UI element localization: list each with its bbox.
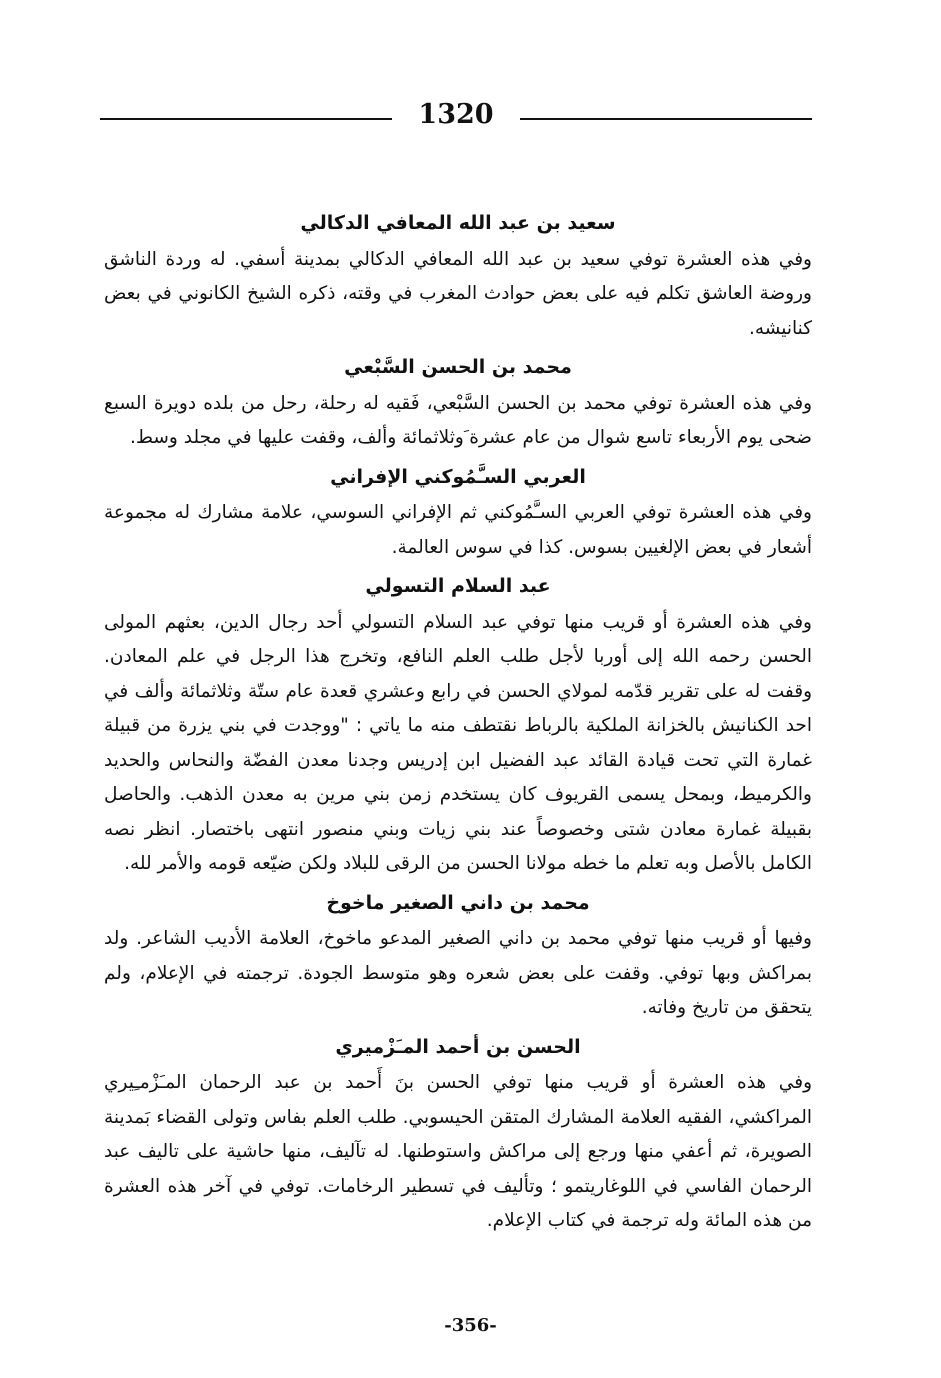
entry-title: الحسن بن أحمد المـَزْميري — [335, 1035, 581, 1058]
header-rule-left — [100, 118, 392, 120]
entry — [104, 460, 812, 566]
entry-body: وفي هذه العشرة أو قريب منها توفي الحسن بنَ أَحمد بن عبد الرحمان المـَزْمـِيري المراكشي، الفقيه العلامة المشارك المتقن الحيسوبي. طلب العلم بفاس وتولى القضاء بَمدينة الصويرة، ثم أعفي منها ورجع إلى مراكش واستوطنها. له تآليف، منها حاشية على تاليف عبد الرحمان الفاسي في اللوغاريتمو ؛ وتأليف في تسطير الرخامات. توفي في آخر هذه العشرة من هذه المائة وله ترجمة في كتاب الإعلام. — [104, 1072, 812, 1231]
entry-title: عبد السلام التسولي — [365, 575, 551, 597]
entry-title: سعيد بن عبد الله المعافي الدكالي — [300, 212, 616, 234]
page-content — [104, 202, 812, 1241]
entry — [104, 350, 812, 456]
entry — [104, 569, 812, 882]
entry-body: وفي هذه العشرة توفي سعيد بن عبد الله المعافي الدكالي بمدينة أسفي. له وردة الناشق وروضة العاشق تكلم فيه على بعض حوادث المغرب في وقته، ذكره الشيخ الكانوني في بعض كنانيشه. — [104, 248, 812, 339]
entry-title: محمد بن داني الصغير ماخوخ — [326, 891, 590, 914]
entry — [104, 1030, 812, 1239]
entry-body: وفي هذه العشرة توفي العربي السـَّمُوكني ثم الإفراني السوسي، علامة مشارك له مجموعة أشعار في بعض الإلغيين بسوس. كذا في سوس العالمة. — [104, 502, 812, 558]
entry-body: وفي هذه العشرة توفي محمد بن الحسن السَّبْعي، فَقيه له رحلة، رحل من بلده دويرة السبع ضحى يوم الأربعاء تاسع شوال من عام عشرة َوثلاثمائة وألف، وقفت عليها في مجلد وسط. — [104, 392, 812, 448]
header-year: 1320 — [418, 98, 494, 130]
entry — [104, 886, 812, 1026]
page-header — [100, 92, 812, 136]
entry-title: العربي السـَّمُوكني الإفراني — [330, 465, 586, 488]
entry-body: وفي هذه العشرة أو قريب منها توفي عبد السلام التسولي أحد رجال الدين، بعثهم المولى الحسن رحمه الله إلى أوربا لأجل طلب العلم النافع، وتخرج هذا الرجل في علم المعادن. وقفت له على تقرير قدّمه لمولاي الحسن في رابع وعشري قعدة عام ستّة وثلاثمائة وألف في احد الكنانيش بالخزانة الملكية بالرباط نقتطف منه ما ياتي : "ووجدت في بني يزرة من قبيلة غمارة التي تحت قيادة القائد عبد الفضيل ابن إدريس وجدنا معدن الفضّة والنحاس والحديد والكرميط، وبمحل يسمى القريوف كان يستخدم زمن بني مرين به معدن الذهب. والحاصل بقبيلة غمارة معادن شتى وخصوصاً عند بني زيات وبني منصور انتهى باختصار. انظر نصه الكامل بالأصل وبه تعلم ما خطه مولانا الحسن من الرقى للبلاد ولكن ضيّعه قومه والأمر لله. — [104, 611, 812, 874]
entry-body: وفيها أو قريب منها توفي محمد بن داني الصغير المدعو ماخوخ، العلامة الأديب الشاعر. ولد بمراكش وبها توفي. وقفت على بعض شعره وهو متوسط الجودة. ترجمته في الإعلام، ولم يتحقق من تاريخ وفاته. — [104, 928, 812, 1018]
entry — [104, 206, 812, 346]
entry-title: محمد بن الحسن السَّبْعي — [344, 356, 572, 378]
page-number: -356- — [444, 1315, 497, 1336]
header-rule-right — [520, 118, 812, 120]
